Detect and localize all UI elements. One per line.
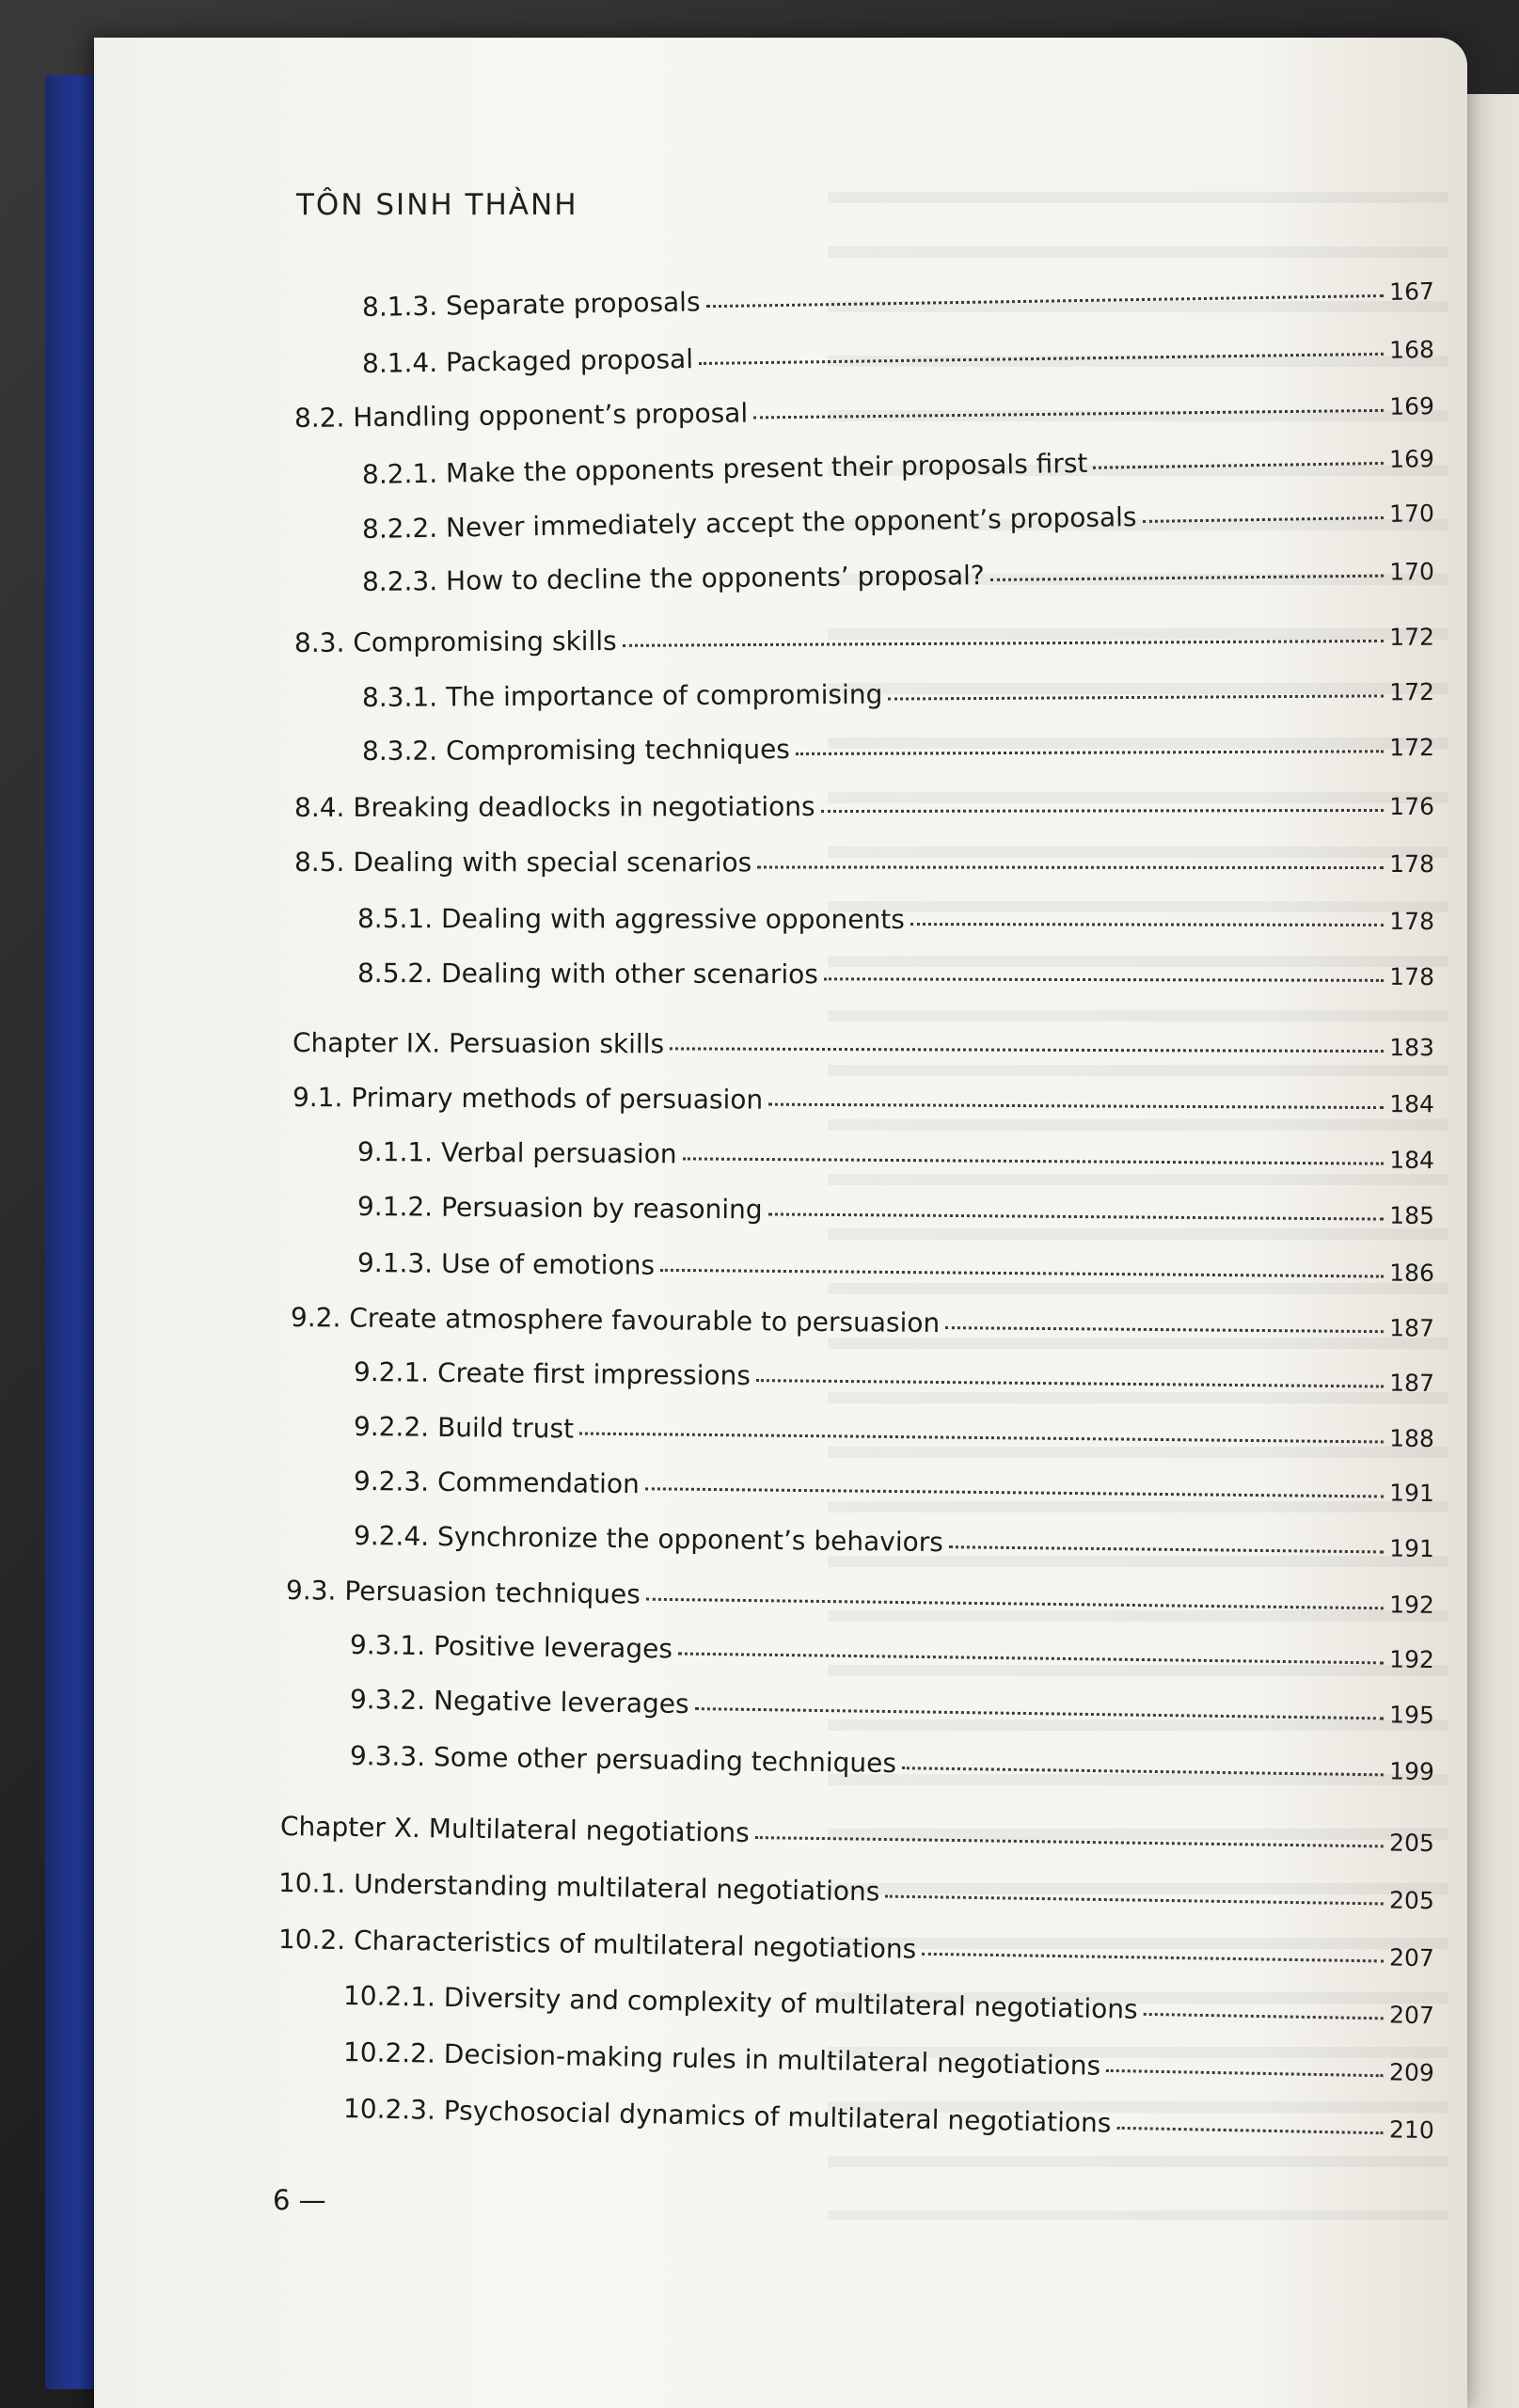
toc-entry (343, 2036, 1434, 2087)
toc-entry (357, 903, 1434, 936)
leader-dots (683, 1157, 1385, 1164)
toc-entry-page: 167 (1388, 277, 1435, 306)
leader-dots (768, 1103, 1384, 1109)
leader-dots (695, 1707, 1385, 1719)
toc-entry-page: 199 (1388, 1757, 1435, 1786)
toc-entry-title: 8.1.3. Separate proposals (361, 286, 701, 323)
toc-entry (293, 1027, 1434, 1062)
leader-dots (1144, 2013, 1385, 2020)
toc-entry-title: 9.2.4. Synchronize the opponent’s behaviors (353, 1520, 944, 1559)
leader-dots (623, 640, 1385, 647)
leader-dots (910, 923, 1384, 927)
leader-dots (888, 694, 1384, 700)
leader-dots (699, 353, 1384, 365)
toc-entry-title: 8.2. Handling opponent’s proposal (293, 397, 749, 434)
running-head: TÔN SINH THÀNH (296, 188, 578, 222)
toc-entry (350, 1740, 1434, 1786)
toc-entry (354, 1520, 1434, 1563)
toc-entry-page: 207 (1388, 1943, 1435, 1972)
toc-entry-page: 172 (1389, 623, 1435, 651)
toc-entry (350, 1684, 1434, 1730)
toc-entry-title: Chapter IX. Persuasion skills (292, 1027, 665, 1060)
toc-entry-title: 8.2.2. Never immediately accept the opponent’s proposals (361, 501, 1137, 545)
toc-entry-page: 170 (1388, 499, 1435, 528)
toc-entry-title: 10.1. Understanding multilateral negotiations (277, 1867, 880, 1908)
toc-entry-title: Chapter X. Multilateral negotiations (279, 1811, 750, 1848)
leader-dots (768, 1212, 1385, 1220)
toc-entry-title: 9.2.3. Commendation (353, 1465, 640, 1500)
toc-entry-page: 209 (1388, 2058, 1435, 2087)
leader-dots (706, 294, 1385, 308)
leader-dots (1093, 462, 1384, 469)
toc-entry-title: 10.2.2. Decision-making rules in multilateral negotiations (342, 2036, 1101, 2082)
toc-entry-title: 9.3.1. Positive leverages (349, 1629, 673, 1665)
toc-entry-title: 9.2. Create atmosphere favourable to persuasion (290, 1302, 941, 1339)
toc-entry-title: 8.5.1. Dealing with aggressive opponents (356, 903, 905, 936)
toc-entry-page: 191 (1389, 1534, 1435, 1563)
leader-dots (922, 1953, 1384, 1963)
leader-dots (579, 1433, 1384, 1444)
toc-entry-page: 210 (1388, 2115, 1435, 2145)
toc-entry-page: 192 (1389, 1591, 1435, 1619)
leader-dots (945, 1326, 1384, 1333)
toc-entry-page: 185 (1389, 1201, 1435, 1229)
toc-entry (294, 621, 1434, 658)
toc-entry-title: 8.2.3. How to decline the opponents’ proposal? (361, 560, 985, 597)
toc-entry (357, 958, 1434, 991)
toc-entry (294, 847, 1434, 879)
toc-entry-title: 9.1.3. Use of emotions (356, 1247, 656, 1281)
toc-entry-title: 8.3. Compromising skills (293, 625, 617, 658)
leader-dots (796, 750, 1384, 755)
toc-entry (362, 275, 1434, 323)
toc-entry-page: 172 (1389, 734, 1435, 762)
toc-entry (294, 389, 1434, 434)
toc-entry-title: 9.2.1. Create first impressions (353, 1356, 752, 1392)
toc-entry-page: 172 (1389, 678, 1435, 706)
toc-entry (280, 1811, 1434, 1858)
toc-entry-title: 8.4. Breaking deadlocks in negotiations (293, 791, 815, 823)
toc-entry-page: 170 (1389, 558, 1435, 586)
leader-dots (949, 1545, 1384, 1553)
toc-entry-page: 184 (1389, 1090, 1435, 1118)
toc-entry (293, 1082, 1434, 1118)
leader-dots (646, 1598, 1384, 1610)
leader-dots (757, 865, 1384, 869)
toc-entry-page: 184 (1389, 1146, 1435, 1174)
toc-entry-page: 176 (1389, 792, 1435, 820)
toc-entry-title: 9.1.1. Verbal persuasion (356, 1136, 677, 1170)
toc-entry (357, 1247, 1434, 1288)
leader-dots (670, 1047, 1384, 1053)
leader-dots (824, 977, 1384, 982)
toc-entry (291, 1302, 1434, 1343)
toc-entry-page: 178 (1389, 962, 1435, 990)
toc-entry (357, 1191, 1434, 1230)
toc-entry-page: 178 (1389, 850, 1435, 879)
toc-entry-title: 9.3.2. Negative leverages (349, 1684, 689, 1720)
toc-entry-page: 192 (1388, 1645, 1435, 1674)
toc-entry (278, 1924, 1434, 1972)
toc-entry-page: 168 (1388, 336, 1435, 364)
leader-dots (645, 1487, 1384, 1497)
toc-entry-page: 205 (1388, 1829, 1435, 1858)
toc-entry-title: 9.3. Persuasion techniques (285, 1575, 641, 1610)
toc-entry-title: 8.3.1. The importance of compromising (361, 678, 883, 713)
toc-entry-page: 169 (1388, 445, 1435, 473)
leader-dots (1142, 516, 1384, 523)
toc-entry (362, 675, 1434, 713)
leader-dots (753, 409, 1384, 420)
leader-dots (821, 809, 1385, 813)
toc-entry (362, 442, 1434, 490)
toc-entry-page: 187 (1389, 1369, 1435, 1398)
toc-entry-page: 207 (1388, 2001, 1435, 2030)
toc-entry-page: 183 (1389, 1034, 1435, 1062)
toc-entry (354, 1411, 1434, 1453)
toc-entry (343, 1980, 1434, 2030)
toc-entry-title: 8.2.1. Make the opponents present their proposals first (361, 447, 1088, 490)
leader-dots (1106, 2069, 1384, 2077)
toc-entry-title: 9.3.3. Some other persuading techniques (349, 1740, 897, 1780)
toc-entry (357, 1136, 1434, 1175)
toc-entry-page: 205 (1388, 1886, 1435, 1915)
toc-entry (278, 1867, 1434, 1915)
toc-entry (362, 497, 1434, 545)
toc-entry (362, 333, 1434, 379)
toc-entry-page: 195 (1388, 1701, 1435, 1730)
toc-entry-page: 188 (1389, 1424, 1435, 1453)
leader-dots (756, 1379, 1384, 1387)
leader-dots (902, 1766, 1384, 1776)
toc-entry-title: 10.2.3. Psychosocial dynamics of multilateral negotiations (342, 2093, 1112, 2139)
toc-entry-title: 9.1. Primary methods of persuasion (292, 1082, 764, 1116)
page-number: 6 — (273, 2184, 326, 2216)
toc-entry (343, 2093, 1434, 2145)
toc-entry-page: 191 (1389, 1479, 1435, 1508)
leader-dots (678, 1653, 1384, 1665)
leader-dots (885, 1895, 1384, 1906)
toc-entry-title: 8.1.4. Packaged proposal (361, 343, 694, 379)
toc-entry-title: 8.3.2. Compromising techniques (361, 734, 790, 767)
toc-entry (294, 790, 1434, 823)
toc-entry (350, 1629, 1434, 1674)
leader-dots (755, 1836, 1384, 1847)
toc-entry (362, 555, 1434, 597)
toc-entry-page: 186 (1389, 1259, 1435, 1287)
toc-entry-page: 187 (1389, 1314, 1435, 1342)
toc-entry-title: 9.1.2. Persuasion by reasoning (356, 1191, 763, 1226)
leader-dots (660, 1269, 1384, 1278)
leader-dots (990, 575, 1385, 581)
toc-entry (362, 731, 1434, 767)
toc-entry-title: 8.5. Dealing with special scenarios (293, 847, 752, 879)
toc-entry-page: 178 (1389, 907, 1435, 935)
toc-entry-title: 10.2. Characteristics of multilateral negotiations (277, 1924, 917, 1965)
toc-entry (286, 1575, 1434, 1620)
toc-entry-title: 10.2.1. Diversity and complexity of multilateral negotiations (342, 1980, 1138, 2025)
toc-entry-page: 169 (1389, 392, 1435, 420)
toc-entry-title: 9.2.2. Build trust (353, 1411, 575, 1445)
toc-entry (354, 1465, 1434, 1508)
toc-entry (354, 1356, 1434, 1398)
leader-dots (1116, 2127, 1384, 2134)
toc-entry-title: 8.5.2. Dealing with other scenarios (356, 958, 818, 990)
